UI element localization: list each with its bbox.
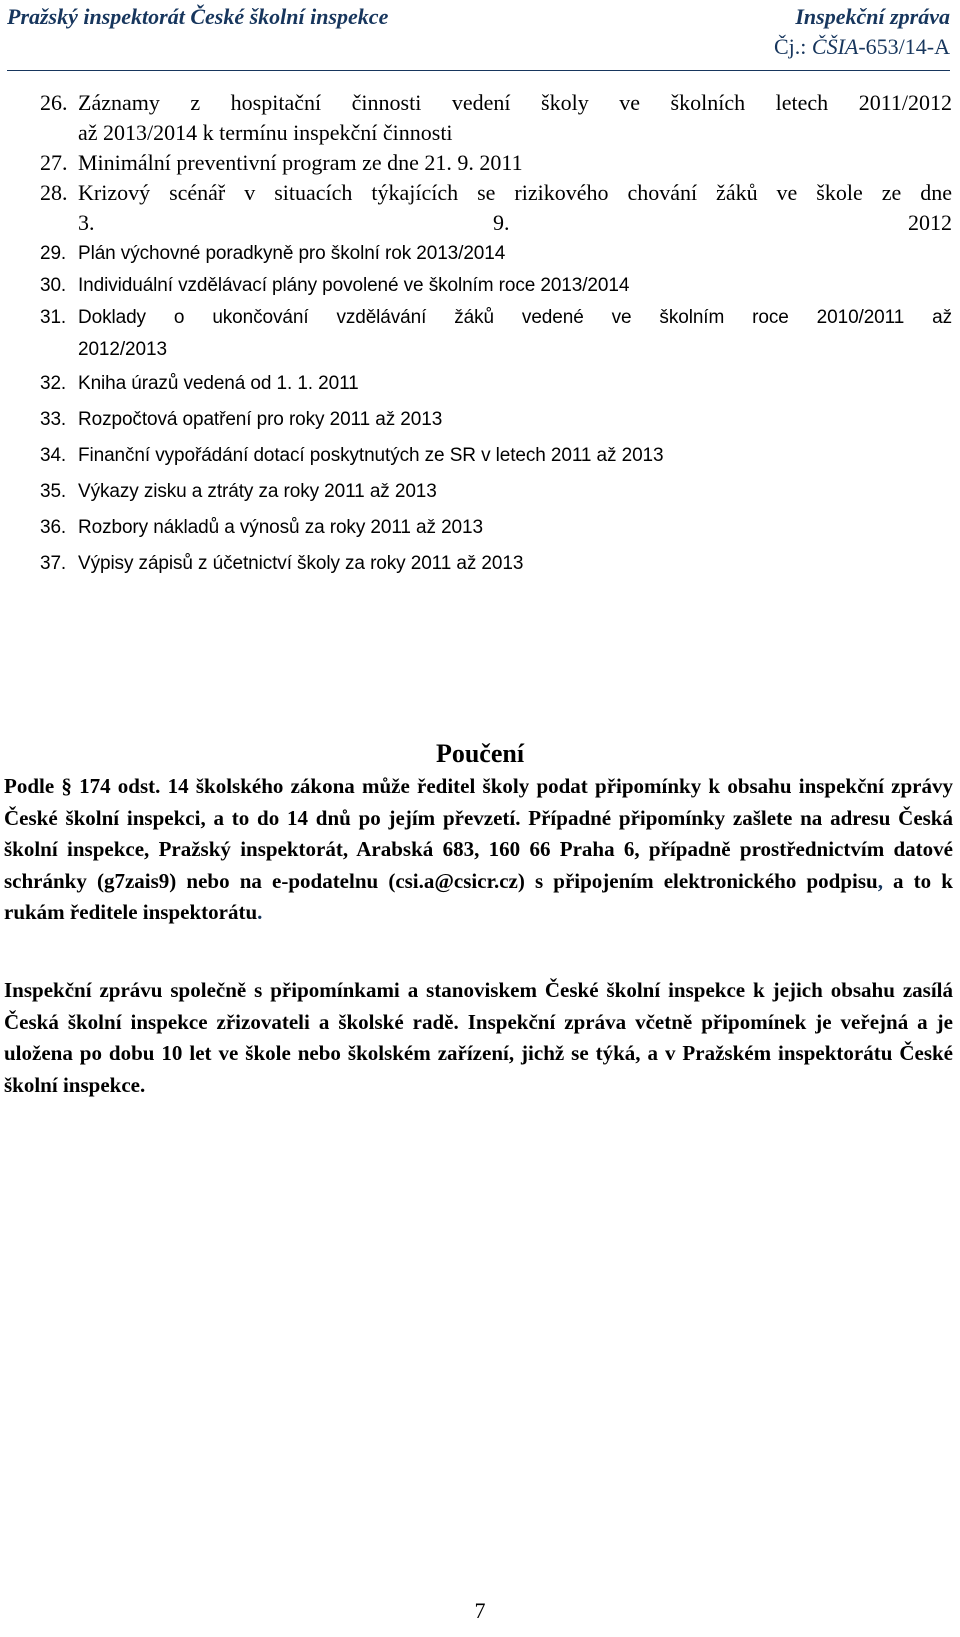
list-item xyxy=(40,438,952,474)
header-ref-number: -653/14-A xyxy=(858,34,950,59)
list-item xyxy=(40,148,952,178)
header-reference xyxy=(774,32,950,62)
attachments-list xyxy=(40,88,952,582)
list-item-text: Výpisy zápisů z účetnictví školy za roky 2011 až 2013 xyxy=(78,553,524,574)
list-item-number: 34. xyxy=(40,445,67,466)
list-item-continuation: 2012/2013 xyxy=(78,339,167,360)
list-item xyxy=(40,510,952,546)
header-ref-code: ČŠIA xyxy=(811,34,859,59)
list-item-text: Individuální vzdělávací plány povolené ve školním roce 2013/2014 xyxy=(78,275,630,296)
list-item-text: Doklady o ukončování vzdělávání žáků vedené ve školním roce 2010/2011 až xyxy=(78,307,952,328)
list-item xyxy=(40,270,952,302)
notice-paragraph-2: Inspekční zprávu společně s připomínkami a stanoviskem České školní inspekce k jejich obsahu zasílá Česká školní inspekce zřizovateli a školské radě. Inspekční zpráva včetně připomínek je veřejná a je uložena po dobu 10 let ve škole nebo školském zařízení, jichž se týká, a v Pražském inspektorátu České školní inspekce. xyxy=(4,978,953,1097)
header-divider xyxy=(7,70,950,71)
list-item-text: Minimální preventivní program ze dne 21. 9. 2011 xyxy=(78,150,523,175)
list-item-text: Kniha úrazů vedená od 1. 1. 2011 xyxy=(78,373,359,394)
list-item-number: 27. xyxy=(40,150,68,175)
list-item xyxy=(40,302,952,366)
list-item-number: 36. xyxy=(40,517,67,538)
header-report-info xyxy=(774,2,950,62)
list-item-continuation: až 2013/2014 k termínu inspekční činnosti xyxy=(78,120,453,145)
list-item-number: 35. xyxy=(40,481,67,502)
list-item-number: 37. xyxy=(40,553,67,574)
section-title-poucheni: Poučení xyxy=(435,739,525,768)
header-inspectorate: Pražský inspektorát České školní inspekce xyxy=(7,4,389,29)
list-item-text: Rozbory nákladů a výnosů za roky 2011 až 2013 xyxy=(78,517,483,538)
header-report-title: Inspekční zpráva xyxy=(795,4,950,29)
list-item-text: Rozpočtová opatření pro roky 2011 až 2013 xyxy=(78,409,443,430)
list-item-continuation: 3. 9. 2012 xyxy=(78,210,952,235)
list-item xyxy=(40,88,952,148)
list-item-text: Záznamy z hospitační činnosti vedení školy ve školních letech 2011/2012 xyxy=(78,90,952,115)
notice-paragraph-1-comma: , xyxy=(877,868,883,893)
notice-paragraph-1-tail: a to k rukám ředitele inspektorátu xyxy=(4,868,953,924)
header-ref-prefix: Čj.: xyxy=(773,34,812,59)
list-item-number: 26. xyxy=(40,90,68,115)
list-item-number: 32. xyxy=(40,373,67,394)
list-item xyxy=(40,474,952,510)
list-item-number: 29. xyxy=(40,243,67,264)
list-item xyxy=(40,402,952,438)
list-item-text: Finanční vypořádání dotací poskytnutých ze SR v letech 2011 až 2013 xyxy=(78,445,664,466)
list-item-number: 28. xyxy=(40,180,68,205)
list-item xyxy=(40,178,952,238)
list-item xyxy=(40,238,952,270)
list-item xyxy=(40,546,952,582)
list-item-text: Výkazy zisku a ztráty za roky 2011 až 2013 xyxy=(78,481,437,502)
list-item xyxy=(40,366,952,402)
list-item-number: 31. xyxy=(40,307,67,328)
notice-paragraph-1-main: Podle § 174 odst. 14 školského zákona může ředitel školy podat připomínky k obsahu inspekční zprávy České školní inspekci, a to do 14 dnů po jejím převzetí. Případné připomínky zašlete na adresu Česká školní inspekce, Pražský inspektorát, Arabská 683, 160 66 Praha 6, případně prostřednictvím datové schránky (g7zais9) nebo na e-podatelnu (csi.a@csicr.cz) s připojením elektronického podpisu xyxy=(4,774,953,893)
notice-paragraph-1-end: . xyxy=(257,900,263,924)
notice-paragraph-1 xyxy=(4,771,953,929)
list-item-number: 33. xyxy=(40,409,67,430)
page-header xyxy=(7,2,950,62)
list-item-text: Krizový scénář v situacích týkajících se rizikového chování žáků ve škole ze dne xyxy=(78,180,952,205)
list-item-number: 30. xyxy=(40,275,67,296)
list-item-text: Plán výchovné poradkyně pro školní rok 2013/2014 xyxy=(78,243,506,264)
page-number: 7 xyxy=(474,1598,486,1623)
